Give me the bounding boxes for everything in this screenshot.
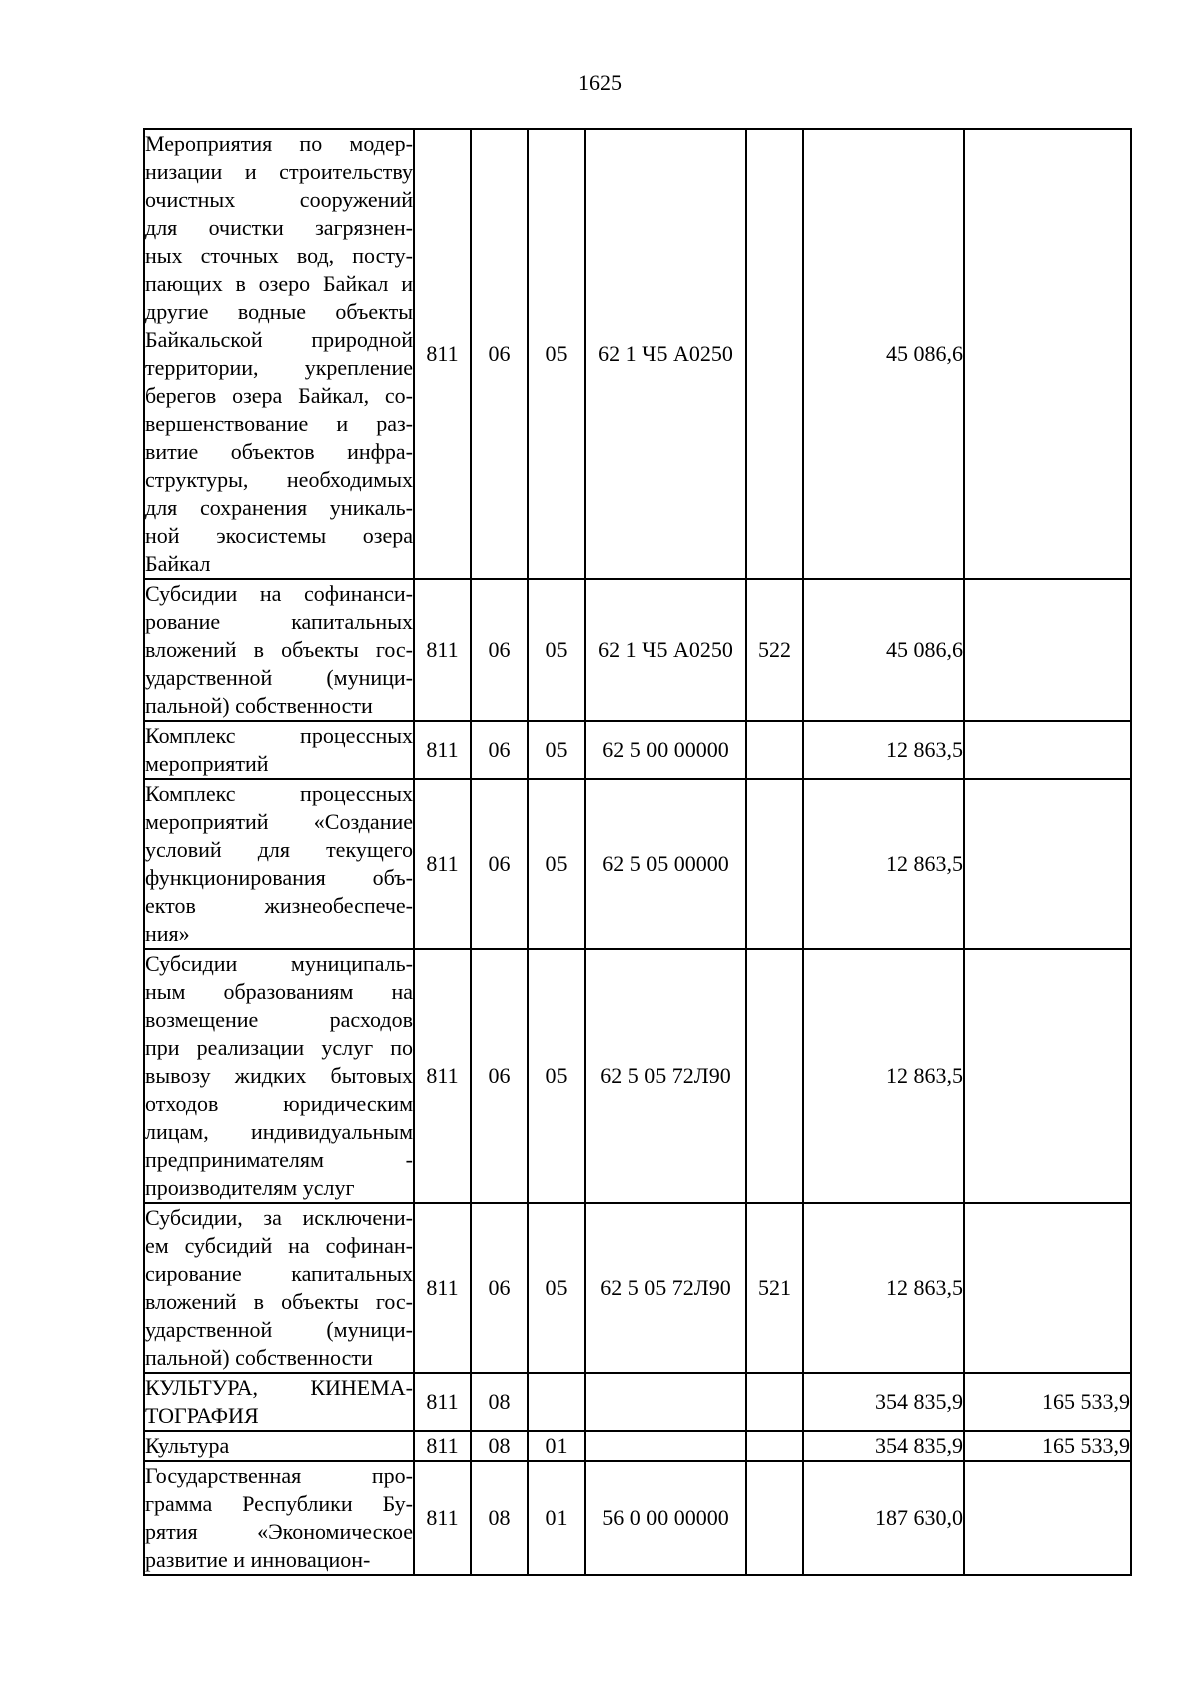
cell-subsection-code: 05	[528, 1203, 585, 1373]
description-line: ных сточных вод, посту-	[145, 243, 413, 268]
table-row	[144, 721, 1131, 779]
description-line: Культура	[145, 1433, 230, 1458]
cell-amount-1: 45 086,6	[803, 579, 964, 721]
cell-expense-type	[746, 1373, 803, 1431]
cell-expense-type	[746, 129, 803, 579]
cell-expense-type	[746, 1461, 803, 1575]
cell-section-code: 06	[471, 949, 528, 1203]
cell-ministry-code: 811	[414, 779, 471, 949]
description-line: ной экосистемы озера	[145, 523, 413, 548]
cell-subsection-code: 05	[528, 579, 585, 721]
description-line: сирование капитальных	[145, 1261, 413, 1286]
cell-amount-1: 187 630,0	[803, 1461, 964, 1575]
description-line: витие объектов инфра-	[145, 439, 413, 464]
description-line: возмещение расходов	[145, 1007, 413, 1032]
cell-amount-1: 12 863,5	[803, 721, 964, 779]
cell-expense-type: 522	[746, 579, 803, 721]
cell-description	[144, 1431, 414, 1461]
description-line: производителям услуг	[145, 1175, 355, 1200]
cell-target-article: 62 5 05 72Л90	[585, 949, 746, 1203]
cell-section-code: 06	[471, 721, 528, 779]
table-body	[144, 129, 1131, 1575]
cell-target-article: 62 1 Ч5 А0250	[585, 129, 746, 579]
cell-description	[144, 1461, 414, 1575]
cell-ministry-code: 811	[414, 1203, 471, 1373]
cell-section-code: 06	[471, 129, 528, 579]
cell-expense-type	[746, 721, 803, 779]
cell-amount-2	[964, 1203, 1131, 1373]
table-row	[144, 129, 1131, 579]
description-line: территории, укрепление	[145, 355, 413, 380]
cell-target-article: 56 0 00 00000	[585, 1461, 746, 1575]
description-line: для очистки загрязнен-	[145, 215, 413, 240]
description-line: вложений в объекты гос-	[145, 637, 413, 662]
description-line: мероприятий	[145, 751, 269, 776]
description-line: ударственной (муници-	[145, 665, 413, 690]
cell-amount-2	[964, 721, 1131, 779]
cell-ministry-code: 811	[414, 1373, 471, 1431]
cell-amount-2	[964, 949, 1131, 1203]
cell-ministry-code: 811	[414, 721, 471, 779]
table-row	[144, 579, 1131, 721]
cell-ministry-code: 811	[414, 1461, 471, 1575]
cell-section-code: 06	[471, 1203, 528, 1373]
description-line: вершенствование и раз-	[145, 411, 413, 436]
cell-subsection-code: 05	[528, 779, 585, 949]
description-line: Субсидии муниципаль-	[145, 951, 413, 976]
cell-amount-1: 45 086,6	[803, 129, 964, 579]
description-line: Комплекс процессных	[145, 723, 413, 748]
cell-target-article: 62 1 Ч5 А0250	[585, 579, 746, 721]
description-line: развитие и инновацион-	[145, 1547, 371, 1572]
description-line: ем субсидий на софинан-	[145, 1233, 413, 1258]
description-line: Байкал	[145, 551, 211, 576]
cell-ministry-code: 811	[414, 949, 471, 1203]
description-line: КУЛЬТУРА, КИНЕМА-	[145, 1375, 413, 1400]
table-row	[144, 1203, 1131, 1373]
description-line: для сохранения уникаль-	[145, 495, 413, 520]
description-line: берегов озера Байкал, со-	[145, 383, 413, 408]
description-line: пальной) собственности	[145, 1345, 373, 1370]
cell-ministry-code: 811	[414, 1431, 471, 1461]
cell-expense-type	[746, 949, 803, 1203]
description-line: рование капитальных	[145, 609, 413, 634]
page-number: 1625	[578, 70, 622, 95]
cell-target-article: 62 5 05 72Л90	[585, 1203, 746, 1373]
cell-amount-2: 165 533,9	[964, 1431, 1131, 1461]
description-line: предпринимателям -	[145, 1147, 413, 1172]
cell-amount-2	[964, 129, 1131, 579]
cell-subsection-code: 01	[528, 1431, 585, 1461]
cell-section-code: 06	[471, 779, 528, 949]
description-line: очистных сооружений	[145, 187, 413, 212]
table-row	[144, 949, 1131, 1203]
cell-subsection-code	[528, 1373, 585, 1431]
description-line: при реализации услуг по	[145, 1035, 413, 1060]
cell-expense-type	[746, 1431, 803, 1461]
cell-amount-2	[964, 579, 1131, 721]
description-line: Субсидии, за исключени-	[145, 1205, 413, 1230]
cell-description	[144, 129, 414, 579]
description-line: лицам, индивидуальным	[145, 1119, 413, 1144]
description-line: ным образованиям на	[145, 979, 413, 1004]
description-line: рятия «Экономическое	[145, 1519, 413, 1544]
description-line: ударственной (муници-	[145, 1317, 413, 1342]
cell-amount-2: 165 533,9	[964, 1373, 1131, 1431]
description-line: ектов жизнеобеспече-	[145, 893, 413, 918]
cell-amount-1: 354 835,9	[803, 1431, 964, 1461]
table-row	[144, 779, 1131, 949]
cell-description	[144, 1203, 414, 1373]
description-line: Байкальской природной	[145, 327, 413, 352]
cell-amount-1: 12 863,5	[803, 949, 964, 1203]
cell-target-article	[585, 1431, 746, 1461]
description-line: ния»	[145, 921, 190, 946]
description-line: Мероприятия по модер-	[145, 131, 413, 156]
description-line: низации и строительству	[145, 159, 413, 184]
cell-amount-1: 12 863,5	[803, 1203, 964, 1373]
table-row	[144, 1431, 1131, 1461]
cell-target-article	[585, 1373, 746, 1431]
description-line: вложений в объекты гос-	[145, 1289, 413, 1314]
cell-subsection-code: 05	[528, 721, 585, 779]
table-row	[144, 1373, 1131, 1431]
cell-ministry-code: 811	[414, 579, 471, 721]
description-line: Комплекс процессных	[145, 781, 413, 806]
description-line: грамма Республики Бу-	[145, 1491, 413, 1516]
description-line: отходов юридическим	[145, 1091, 413, 1116]
description-line: функционирования объ-	[145, 865, 413, 890]
cell-ministry-code: 811	[414, 129, 471, 579]
cell-expense-type	[746, 779, 803, 949]
cell-amount-1: 12 863,5	[803, 779, 964, 949]
budget-table	[143, 128, 1132, 1576]
cell-section-code: 08	[471, 1461, 528, 1575]
table-row	[144, 1461, 1131, 1575]
cell-target-article: 62 5 05 00000	[585, 779, 746, 949]
description-line: ТОГРАФИЯ	[145, 1403, 259, 1428]
description-line: структуры, необходимых	[145, 467, 413, 492]
description-line: вывозу жидких бытовых	[145, 1063, 413, 1088]
cell-section-code: 08	[471, 1373, 528, 1431]
cell-subsection-code: 01	[528, 1461, 585, 1575]
cell-expense-type: 521	[746, 1203, 803, 1373]
cell-amount-2	[964, 1461, 1131, 1575]
description-line: мероприятий «Создание	[145, 809, 413, 834]
cell-section-code: 06	[471, 579, 528, 721]
description-line: Субсидии на софинанси-	[145, 581, 413, 606]
cell-section-code: 08	[471, 1431, 528, 1461]
cell-description	[144, 721, 414, 779]
description-line: другие водные объекты	[145, 299, 413, 324]
cell-description	[144, 949, 414, 1203]
cell-amount-1: 354 835,9	[803, 1373, 964, 1431]
cell-description	[144, 1373, 414, 1431]
description-line: пальной) собственности	[145, 693, 373, 718]
description-line: пающих в озеро Байкал и	[145, 271, 413, 296]
description-line: условий для текущего	[145, 837, 413, 862]
cell-amount-2	[964, 779, 1131, 949]
cell-subsection-code: 05	[528, 129, 585, 579]
cell-description	[144, 579, 414, 721]
cell-target-article: 62 5 00 00000	[585, 721, 746, 779]
description-line: Государственная про-	[145, 1463, 413, 1488]
cell-subsection-code: 05	[528, 949, 585, 1203]
cell-description	[144, 779, 414, 949]
